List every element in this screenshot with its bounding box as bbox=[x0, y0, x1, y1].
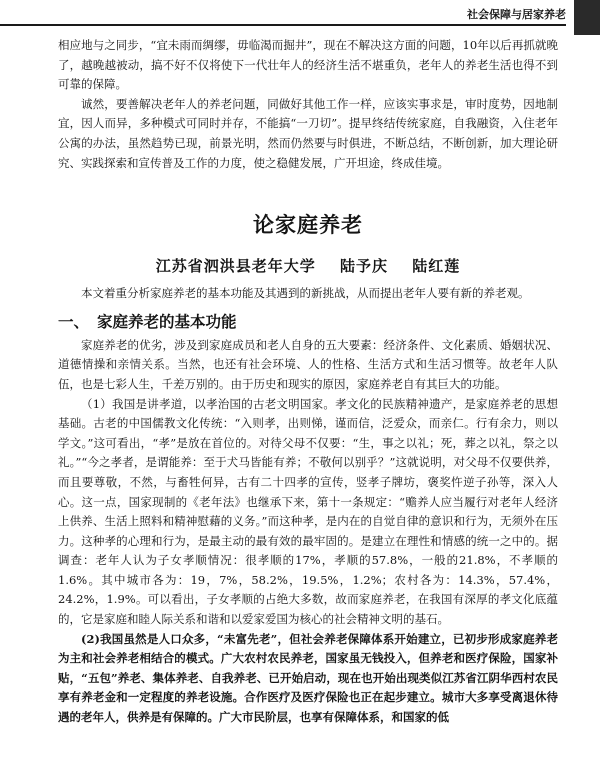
article-title: 论家庭养老 bbox=[253, 213, 363, 238]
intro-paragraph-2: 诚然，要善解决老年人的养老问题，同做好其他工作一样，应该实事求是，审时度势，因地制宜，因人而异，多种模式可同时并存，不能搞“一刀切”。提早终结传统家庭，自我融资，入住老年公寓的办法，虽然趋势已现，前景光明，然而仍然要与时俱进，不断总结，不断创新，加大理论研究、实践探索和宣传普及工作的力度，使之稳健发展，广开坦途，终成佳境。 bbox=[58, 96, 558, 170]
header-rule bbox=[0, 24, 566, 26]
body-paragraph-3: (2)我国虽然是人口众多，“未富先老”，但社会养老保障体系开始建立，已初步形成家庭养老为主和社会养老相结合的模式。广大农村农民养老，国家虽无钱投入，但养老和医疗保险，国家补贴，“五包”养老、集体养老、自我养老、已开始启动，现在也开始出现类似江苏省江阴华西村农民享有养老金和一定程度的养老设施。合作医疗及医疗保险也正在起步建立。城市大多享受离退休待遇的老年人，供养是有保障的。广大市民阶层，也享有保障体系，和国家的低 bbox=[58, 631, 558, 725]
body-paragraph-1: 家庭养老的优劣，涉及到家庭成员和老人自身的五大要素：经济条件、文化素质、婚姻状况、道德情操和亲情关系。当然，也还有社会环境、人的性格、生活方式和生活习惯等。故老年人队伍，也是七彩人生，千差万别的。由于历史和现实的原因，家庭养老自有其巨大的功能。 bbox=[58, 337, 558, 391]
page-body bbox=[58, 36, 558, 728]
running-header: 社会保障与居家养老 bbox=[467, 8, 566, 21]
page-edge-mark bbox=[574, 0, 600, 35]
author-line bbox=[58, 255, 558, 276]
abstract: 本文着重分析家庭养老的基本功能及其遇到的新挑战，从而提出老年人要有新的养老观。 bbox=[81, 286, 530, 301]
author-name-2: 陆红莲 bbox=[412, 257, 461, 276]
section-number: 一、 bbox=[58, 312, 90, 331]
author-name-1: 陆予庆 bbox=[339, 257, 388, 276]
section-heading bbox=[58, 310, 558, 332]
intro-paragraph-1: 相应地与之同步，“宜未雨而绸缪，毋临渴而掘井”，现在不解决这方面的问题，10年以后再抓就晚了，越晚越被动，搞不好不仅将使下一代壮年人的经济生活不堪重负，老年人的养老生活也得不到可靠的保障。 bbox=[58, 38, 558, 92]
body-paragraph-2: （1）我国是讲孝道，以孝治国的古老文明国家。孝文化的民族精神遗产，是家庭养老的思想基础。古老的中国儒教文化传统：“入则孝，出则悌，谨而信，泛爱众，而亲仁。行有余力，则以学文。”这可看出，“孝”是放在首位的。对待父母不仅要：“生，事之以礼；死，葬之以礼，祭之以礼。”“今之孝者，是谓能养：至于犬马皆能有养；不敬何以别乎？”这就说明，对父母不仅要供养，而且要尊敬，不然，与畜牲何异，古有二十四孝的宣传，竖孝子牌坊，褒奖忤逆子孙等，深入人心。这一点，国家现制的《老年法》也继承下来，第十一条规定：“赡养人应当履行对老年人经济上供养、生活上照料和精神慰藉的义务。”而这种孝，是内在的自觉自律的意识和行为，无须外在压力。这种孝的心理和行为，是最主动的最有效的最牢固的。是建立在理性和情感的统一之中的。据调查：老年人认为子女孝顺情况：很孝顺的17%，孝顺的57.8%，一般的21.8%，不孝顺的1.6%。其中城市各为：19，7%，58.2%，19.5%，1.2%；农村各为：14.3%，57.4%，24.2%，1.9%。可以看出，子女孝顺的占绝大多数，故而家庭养老，在我国有深厚的孝文化底蕴的，它是家庭和睦人际关系和谐和以爱家爱国为核心的社会精神文明的基石。 bbox=[58, 396, 558, 627]
author-organization: 江苏省泗洪县老年大学 bbox=[155, 257, 316, 276]
section-title: 家庭养老的基本功能 bbox=[97, 312, 237, 331]
